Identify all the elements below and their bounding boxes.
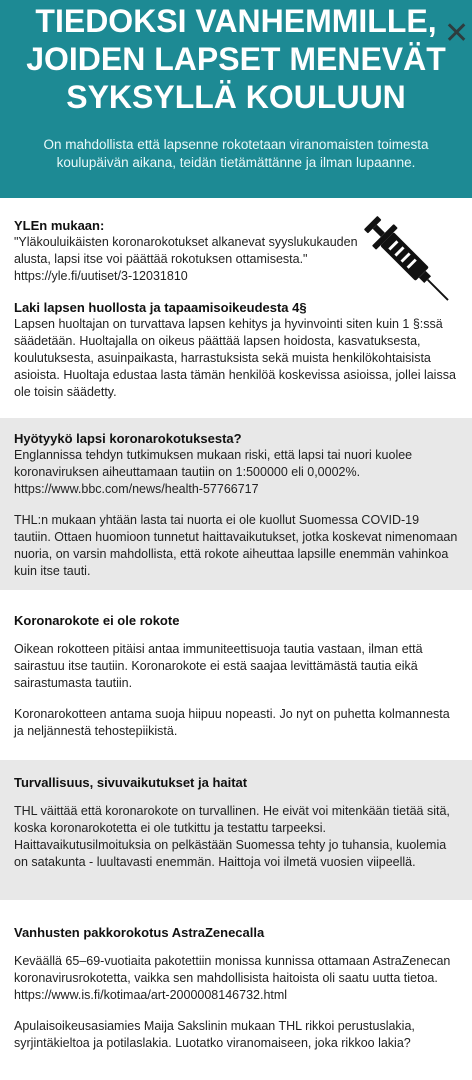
close-icon[interactable]: ✕ — [444, 17, 470, 50]
section-benefit — [0, 418, 472, 590]
not-vaccine-text-2: Koronarokotteen antama suoja hiipuu nopeasti. Jo nyt on puhetta kolmannesta ja neljännestä tehostepiikistä. — [14, 707, 450, 738]
page-title — [0, 0, 472, 116]
subtitle: On mahdollista että lapsenne rokotetaan viranomaisten toimesta koulupäivän aikana, teidän tietämättänne ja ilman lupaanne. — [43, 137, 429, 170]
not-vaccine-text: Oikean rokotteen pitäisi antaa immuniteettisuoja tautia vastaan, ilman että sairastuu itse tautiin. Koronarokote ei estä saajaa levittämästä tautia eikä sairastumasta tautiin. — [14, 642, 423, 690]
section-safety — [0, 760, 472, 900]
yle-quote: "Yläkouluikäisten koronarokotukset alkanevat syyslukukauden alusta, lapsi itse voi päättää rokotuksen ottamisesta." — [14, 235, 358, 266]
title-line-3: SYKSYLLÄ KOULUUN — [66, 79, 406, 115]
title-line-2: JOIDEN LAPSET MENEVÄT — [26, 41, 446, 77]
header-banner — [0, 0, 472, 198]
law-text: Lapsen huoltajan on turvattava lapsen kehitys ja hyvinvointi siten kuin 1 §:ssä säädetään. Huoltajalla on oikeus päättää lapsen hoidosta, kasvatuksesta, koulutuksesta, asuinpaikasta, harrastuksista sekä muista henkilökohtaisista asioista. Huoltaja edustaa lasta tämän henkilöä koskevissa asioissa, jollei laissa ole toisin säädetty. — [14, 317, 456, 399]
syringe-icon — [362, 214, 458, 310]
benefit-text-2: THL:n mukaan yhtään lasta tai nuorta ei ole kuollut Suomessa COVID-19 tautiin. Ottaen huomioon tunnetut haittavaikutukset, jotka koskevat nimenomaan nuoria, on varsin mahdollista, että rokote aiheuttaa lapsille enemmän vahinkoa kuin itse tauti. — [14, 513, 458, 578]
safety-text: THL väittää että koronarokote on turvallinen. He eivät voi mitenkään tietää sitä, koska koronarokotetta ei ole tutkittu ja testattu tarpeeksi. Haittavaikutusilmoituksia on pelkästään Suomessa tehty jo tuhansia, kuolemia on satakunta - luultavasti enemmän. Haittoja voi ilmetä vuosien viipeellä. — [14, 804, 450, 869]
section-heading-safety: Turvallisuus, sivuvaikutukset ja haitat — [14, 775, 248, 790]
elderly-text: Keväällä 65–69-vuotiaita pakotettiin monissa kunnissa ottamaan AstraZenecan koronavirusrokotetta, vaikka sen mahdollisista haitoista oli saatu uutta tietoa. — [14, 954, 451, 985]
section-heading-yle: YLEn mukaan: — [14, 218, 105, 233]
benefit-text: Englannissa tehdyn tutkimuksen mukaan riski, että lapsi tai nuori kuolee koronaviruksen aiheuttamaan tautiin on 1:500000 eli 0,0002%. — [14, 448, 413, 479]
elderly-text-2: Apulaisoikeusasiamies Maija Sakslinin mukaan THL rikkoi perustuslakia, syrjintäkieltoa ja potilaslakia. Luotatko viranomaiseen, joka rikkoo lakia? — [14, 1019, 415, 1050]
section-heading-elderly: Vanhusten pakkorokotus AstraZenecalla — [14, 925, 265, 940]
yle-link[interactable]: https://yle.fi/uutiset/3-12031810 — [14, 269, 188, 283]
title-line-1: TIEDOKSI VANHEMMILLE, — [35, 3, 437, 39]
bbc-link[interactable]: https://www.bbc.com/news/health-57766717 — [14, 482, 259, 496]
section-not-vaccine — [0, 598, 472, 750]
section-heading-law: Laki lapsen huollosta ja tapaamisoikeudesta 4§ — [14, 300, 307, 315]
section-elderly — [0, 910, 472, 1080]
section-heading-benefit: Hyötyykö lapsi koronarokotuksesta? — [14, 431, 242, 446]
is-link[interactable]: https://www.is.fi/kotimaa/art-2000008146732.html — [14, 988, 288, 1002]
section-heading-not-vaccine: Koronarokote ei ole rokote — [14, 613, 180, 628]
